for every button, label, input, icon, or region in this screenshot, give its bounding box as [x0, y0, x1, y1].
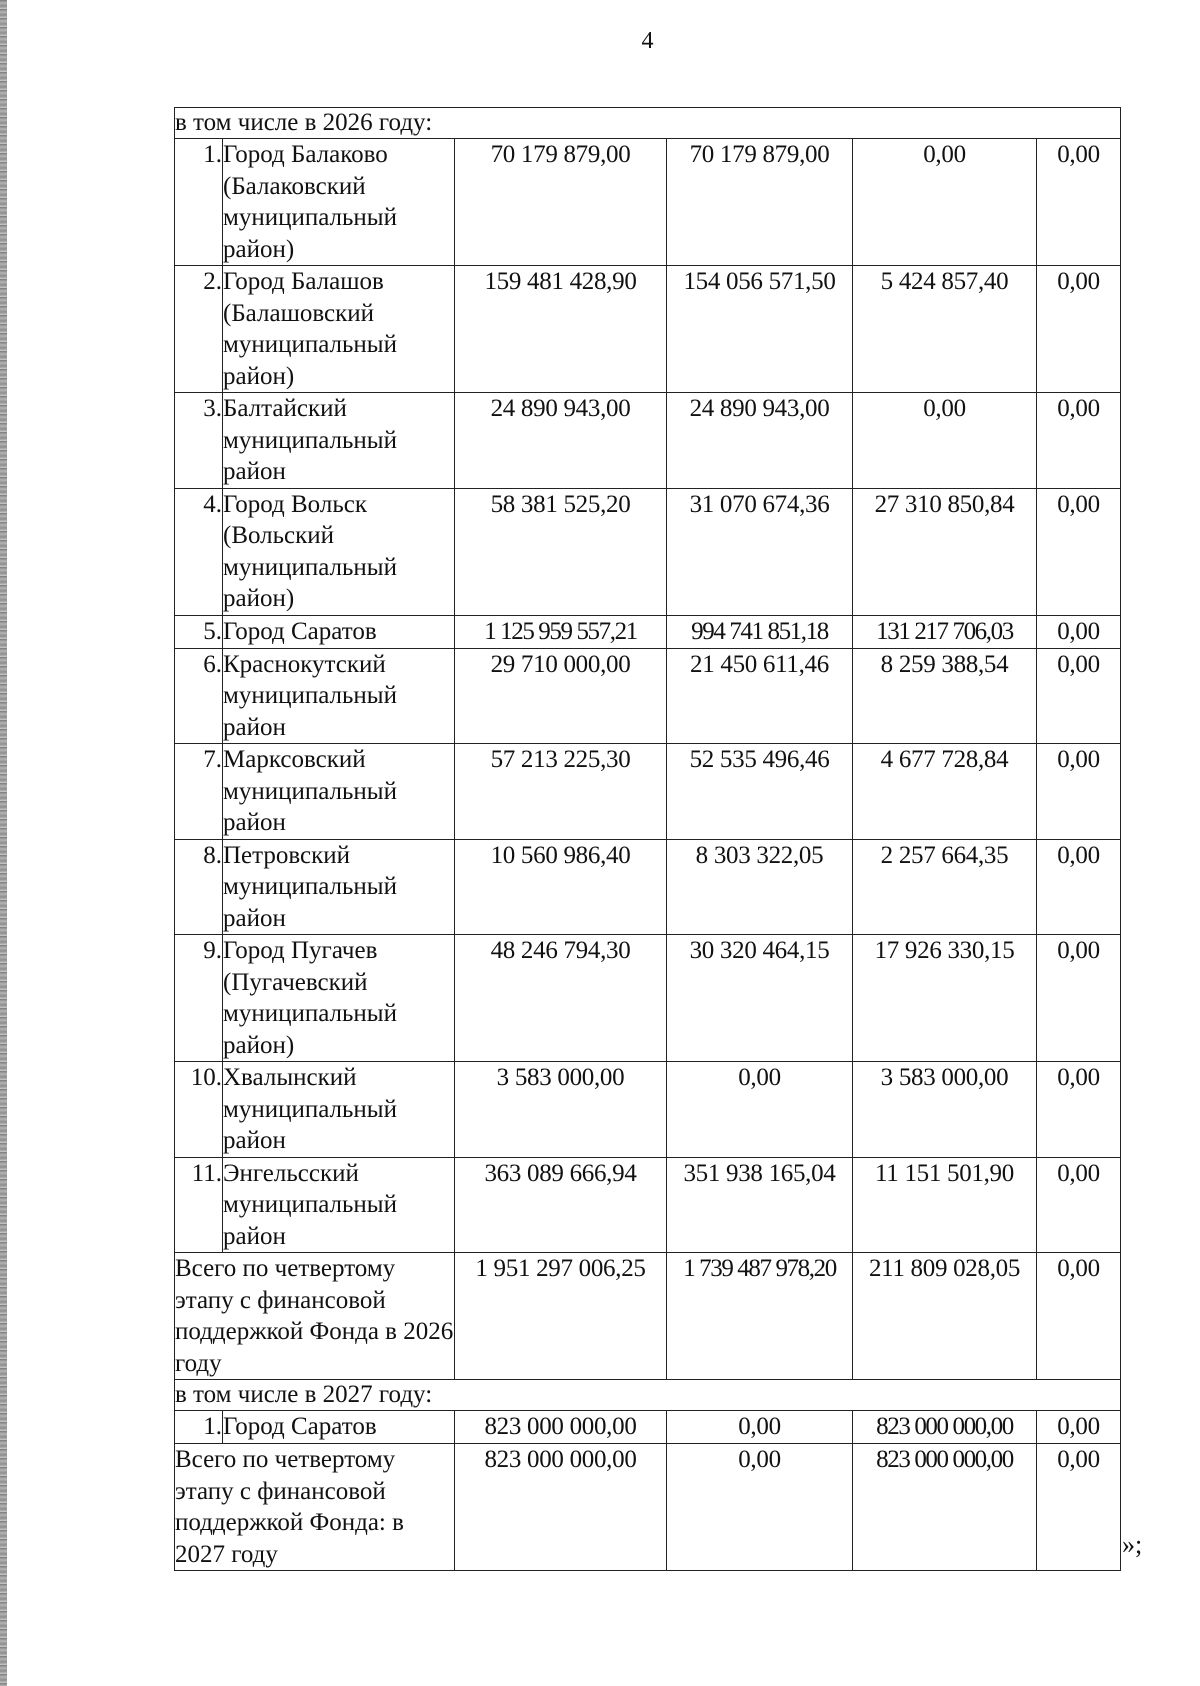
table-row [175, 648, 1121, 744]
row-number: 10. [175, 1062, 223, 1158]
row-name: Город Балаково (Балаковский муниципальный район) [223, 139, 455, 266]
row-number: 7. [175, 744, 223, 840]
row-local-budget-amount: 0,00 [1037, 393, 1121, 489]
total-row [175, 1444, 1121, 1571]
row-total-amount: 159 481 428,90 [455, 266, 667, 393]
row-number: 2. [175, 266, 223, 393]
row-number: 11. [175, 1157, 223, 1253]
row-total-amount: 70 179 879,00 [455, 139, 667, 266]
row-fund-amount: 154 056 571,50 [667, 266, 853, 393]
table-row [175, 615, 1121, 648]
row-region-budget-amount: 4 677 728,84 [853, 744, 1037, 840]
table-row [175, 488, 1121, 615]
scan-edge-shadow [0, 0, 7, 1686]
total-label: Всего по четвертому этапу с финансовой поддержкой Фонда в 2026 году [175, 1253, 455, 1380]
row-fund-amount: 30 320 464,15 [667, 935, 853, 1062]
total-row [175, 1253, 1121, 1380]
row-number: 9. [175, 935, 223, 1062]
row-total-amount: 823 000 000,00 [455, 1411, 667, 1444]
row-name: Балтайский муниципальный район [223, 393, 455, 489]
row-local-budget-amount: 0,00 [1037, 744, 1121, 840]
row-local-budget-amount: 0,00 [1037, 935, 1121, 1062]
row-fund-amount: 351 938 165,04 [667, 1157, 853, 1253]
row-local-budget-amount: 0,00 [1037, 1062, 1121, 1158]
row-total-amount: 10 560 986,40 [455, 839, 667, 935]
row-region-budget-amount: 3 583 000,00 [853, 1062, 1037, 1158]
row-number: 6. [175, 648, 223, 744]
row-name: Марксовский муниципальный район [223, 744, 455, 840]
row-name: Город Балашов (Балашовский муниципальный район) [223, 266, 455, 393]
row-number: 3. [175, 393, 223, 489]
section-heading: в том числе в 2027 году: [175, 1380, 1121, 1411]
row-total-amount: 1 125 959 557,21 [455, 615, 667, 648]
row-total-amount: 48 246 794,30 [455, 935, 667, 1062]
row-region-budget-amount: 27 310 850,84 [853, 488, 1037, 615]
total-label: Всего по четвертому этапу с финансовой поддержкой Фонда: в 2027 году [175, 1444, 455, 1571]
row-name: Хвалынский муниципальный район [223, 1062, 455, 1158]
row-local-budget-amount: 0,00 [1037, 488, 1121, 615]
row-region-budget-amount: 2 257 664,35 [853, 839, 1037, 935]
row-name: Город Саратов [223, 1411, 455, 1444]
row-fund-amount: 0,00 [667, 1411, 853, 1444]
table-row [175, 1157, 1121, 1253]
row-fund-amount: 52 535 496,46 [667, 744, 853, 840]
table-row [175, 139, 1121, 266]
row-name: Энгельсский муниципальный район [223, 1157, 455, 1253]
row-name: Петровский муниципальный район [223, 839, 455, 935]
row-name: Краснокутский муниципальный район [223, 648, 455, 744]
row-name: Город Пугачев (Пугачевский муниципальный район) [223, 935, 455, 1062]
row-region-budget-amount: 0,00 [853, 139, 1037, 266]
table-row [175, 839, 1121, 935]
total-region-budget-amount: 823 000 000,00 [853, 1444, 1037, 1571]
row-total-amount: 24 890 943,00 [455, 393, 667, 489]
table-row [175, 1062, 1121, 1158]
total-region-budget-amount: 211 809 028,05 [853, 1253, 1037, 1380]
row-local-budget-amount: 0,00 [1037, 1157, 1121, 1253]
row-local-budget-amount: 0,00 [1037, 648, 1121, 744]
row-total-amount: 58 381 525,20 [455, 488, 667, 615]
table-row [175, 393, 1121, 489]
funding-table [174, 107, 1121, 1571]
row-number: 5. [175, 615, 223, 648]
row-region-budget-amount: 823 000 000,00 [853, 1411, 1037, 1444]
section-heading-row [175, 108, 1121, 139]
row-local-budget-amount: 0,00 [1037, 139, 1121, 266]
total-fund-amount: 0,00 [667, 1444, 853, 1571]
row-number: 8. [175, 839, 223, 935]
row-total-amount: 57 213 225,30 [455, 744, 667, 840]
row-region-budget-amount: 0,00 [853, 393, 1037, 489]
total-amount: 1 951 297 006,25 [455, 1253, 667, 1380]
row-total-amount: 3 583 000,00 [455, 1062, 667, 1158]
row-local-budget-amount: 0,00 [1037, 266, 1121, 393]
table-row [175, 935, 1121, 1062]
closing-quote-mark: »; [1122, 1530, 1143, 1559]
table-row [175, 1411, 1121, 1444]
row-name: Город Саратов [223, 615, 455, 648]
row-fund-amount: 21 450 611,46 [667, 648, 853, 744]
table-row [175, 266, 1121, 393]
row-fund-amount: 8 303 322,05 [667, 839, 853, 935]
row-total-amount: 29 710 000,00 [455, 648, 667, 744]
row-fund-amount: 994 741 851,18 [667, 615, 853, 648]
row-name: Город Вольск (Вольский муниципальный район) [223, 488, 455, 615]
row-number: 4. [175, 488, 223, 615]
total-fund-amount: 1 739 487 978,20 [667, 1253, 853, 1380]
total-amount: 823 000 000,00 [455, 1444, 667, 1571]
row-fund-amount: 70 179 879,00 [667, 139, 853, 266]
row-local-budget-amount: 0,00 [1037, 615, 1121, 648]
row-total-amount: 363 089 666,94 [455, 1157, 667, 1253]
total-local-budget-amount: 0,00 [1037, 1444, 1121, 1571]
row-number: 1. [175, 139, 223, 266]
row-fund-amount: 31 070 674,36 [667, 488, 853, 615]
row-fund-amount: 0,00 [667, 1062, 853, 1158]
row-local-budget-amount: 0,00 [1037, 1411, 1121, 1444]
row-region-budget-amount: 11 151 501,90 [853, 1157, 1037, 1253]
section-heading-row [175, 1380, 1121, 1411]
row-region-budget-amount: 8 259 388,54 [853, 648, 1037, 744]
total-local-budget-amount: 0,00 [1037, 1253, 1121, 1380]
row-region-budget-amount: 131 217 706,03 [853, 615, 1037, 648]
row-number: 1. [175, 1411, 223, 1444]
page-number: 4 [641, 28, 654, 54]
row-region-budget-amount: 17 926 330,15 [853, 935, 1037, 1062]
section-heading: в том числе в 2026 году: [175, 108, 1121, 139]
table-row [175, 744, 1121, 840]
row-local-budget-amount: 0,00 [1037, 839, 1121, 935]
row-region-budget-amount: 5 424 857,40 [853, 266, 1037, 393]
row-fund-amount: 24 890 943,00 [667, 393, 853, 489]
